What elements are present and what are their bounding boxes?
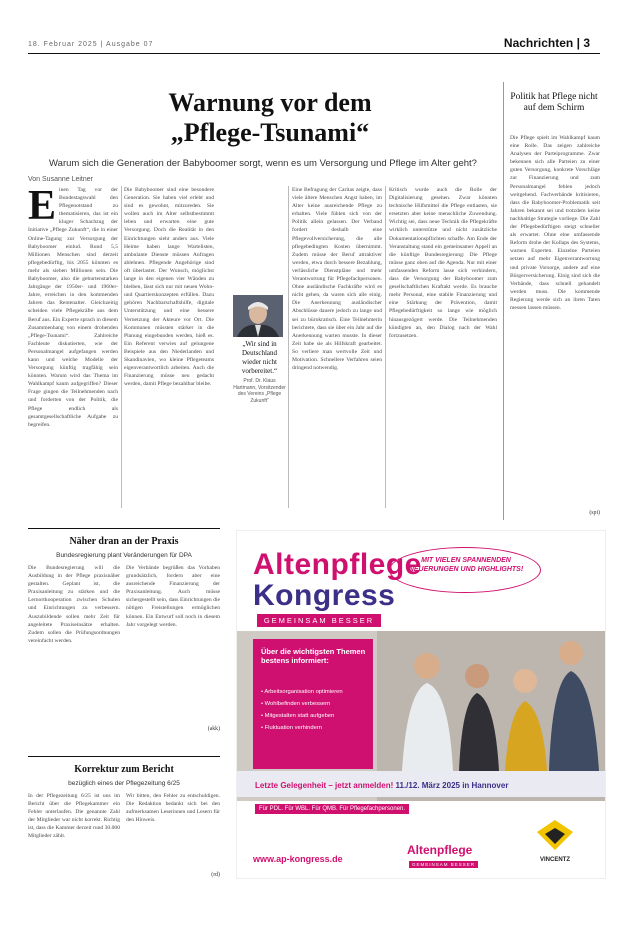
portrait-photo	[233, 295, 283, 337]
box-rule	[28, 528, 220, 529]
ad-target-audience: Für PDL. Für WBL. Für QMB. Für Pflegefachpersonen.	[255, 804, 409, 814]
box-rule	[28, 756, 220, 757]
ad-panel-heading: Über die wichtigsten Themen bestens informiert:	[261, 647, 366, 665]
article-column-1: E inen Tag vor der Bundestagswahl den Pflegenotstand zu thematisieren, das ist ein kluger Schachzug der Initiative „Pflege Zukunft“, die in einer Online-Tagung zur Versorgung der Babyboomer einlud. Rund 5,5 Millionen Menschen sind derzeit pflegebedürftig, bis 2055 könnten es mehr als sieben Millionen sein. Die Babyboomer, also die geburtenstarken Jahrgänge der 1950er- und 1960er-Jahre, erreichen in den kommenden Jahren das Rentenalter. Gleichzeitig scheiden viele Pflegekräfte aus dem Beruf aus. Ein Experte sprach in diesem Zusammenhang von einem drohenden „Pflege-Tsunami“. Zahlreiche Fachleute diskutierten, wie der Personalmangel aufgefangen werden kann und welche Modelle der Versorgung künftig tragfähig sein könnten. Warum wird das Thema im Wahlkampf kaum aufgegriffen? Dieser Frage gingen die Teilnehmenden nach und forderten von der Politik, die Pflege endlich als gesamtgesellschaftliche Aufgabe zu begreifen.	[28, 186, 118, 428]
portrait-image	[233, 295, 283, 337]
headline-line-1: Warnung vor dem	[168, 88, 372, 117]
article-subtitle: Warum sich die Generation der Babyboomer sorgt, wenn es um Versorgung und Pflege im Alter geht?	[49, 158, 477, 169]
box-title-korrektur: Korrektur zum Bericht	[74, 764, 174, 775]
sidebar-title: Politik hat Pflege nicht auf dem Schirm	[510, 92, 598, 113]
article-column-4: Kritisch wurde auch die Rolle der Digitalisierung gesehen. Zwar könnten technische Hilfsmittel die Pflege entlasten, sie ersetzten aber keine menschliche Zuwendung. Wichtig sei, dass neue Technik die Pflegekräfte wirklich unterstütze und nicht zusätzliche Dokumentationspflichten schaffe. Am Ende der Veranstaltung stand ein gemeinsamer Appell an die künftige Bundesregierung: Die Pflege müsse ganz oben auf die Agenda. Nur mit einer umfassenden Reform lasse sich verhindern, dass die Versorgung der Babyboomer zum gesellschaftlichen Kraftakt werde. Es brauche mehr Personal, eine stabile Finanzierung und eine Stärkung der Prävention, damit Pflegebedürftigkeit so lange wie möglich hinausgezögert werde. Die Teilnehmenden kündigten an, den Dialog nach der Wahl fortzusetzen.	[389, 187, 497, 339]
ad-bullet-item: • Arbeitsorganisation optimieren	[261, 689, 343, 695]
vincentz-logo	[535, 818, 575, 863]
byline: Von Susanne Leitner	[28, 176, 93, 183]
kongress-advertisement[interactable]	[236, 530, 606, 879]
article-column-3: Eine Befragung der Caritas zeigte, dass viele ältere Menschen Angst haben, im Alter keine ausreichende Pflege zu erhalten. Viele fühlen sich von der Politik allein gelassen. Der Verband fordert deshalb eine Pflegevollversicherung, die alle pflegebedingten Kosten übernimmt. Zudem müsse der Beruf attraktiver werden, etwa durch bessere Bezahlung, verlässliche Dienstpläne und mehr Verantwortung für Pflegefachpersonen. Ohne ausländische Fachkräfte wird es nicht gehen, da waren sich alle einig. Die Anerkennung ausländischer Abschlüsse dauere jedoch zu lange und sei zu bürokratisch. Eine Teilnehmerin berichtete, dass sie über ein Jahr auf die Anerkennung warten musste. In dieser Zeit habe sie als Hilfskraft gearbeitet. So verliere man wertvolle Zeit und Motivation. Schnellere Verfahren seien dringend notwendig.	[292, 187, 382, 372]
box-korrektur-author: (rd)	[211, 872, 220, 878]
drop-cap: E	[28, 186, 57, 229]
issue-date: 18. Februar 2025 | Ausgabe 07	[28, 41, 154, 48]
box-praxis-column-1: Die Bundesregierung will die Ausbildung in der Pflege praxisnäher gestalten. Geplant ist, die Praxisanleitung zu stärken und die Lernortkooperation zwischen Schulen und Einrichtungen zu verbessern. Auszubildende sollen mehr Zeit für angeleitete Praxiseinsätze erhalten. Zudem sollen die Prüfungsordnungen vereinfacht werden.	[28, 565, 120, 644]
pull-quote: „Wir sind in Deutschland wieder nicht vorbereitet.“	[241, 340, 278, 375]
box-praxis-author: (akk)	[207, 726, 220, 732]
box-subtitle-korrektur: bezüglich eines der Pflegezeitung 6/25	[68, 780, 180, 787]
box-praxis-column-2: Die Verbände begrüßen das Vorhaben grundsätzlich, fordern aber eine ausreichende Finanzierung der Praxisanleitung. Auch müsse sichergestellt sein, dass Einrichtungen die nötigen Freistellungen ermöglichen können. Ein Entwurf soll noch in diesem Jahr vorgelegt werden.	[126, 565, 220, 628]
article-column-2: Die Babyboomer sind eine besondere Generation. Sie haben viel erlebt und sind es gewohnt, mitzureden. Sie wollen auch im Alter selbstbestimmt leben und erwarten eine gute Versorgung. Doch die Realität in den Einrichtungen sieht anders aus. Viele Heime haben lange Wartelisten, ambulante Dienste müssen Anfragen ablehnen. Pflegende Angehörige sind oft überlastet. Der Wunsch, möglichst lange in den eigenen vier Wänden zu bleiben, lässt sich nur mit neuen Wohn- und Quartierskonzepten erfüllen. Dazu gehören Nachbarschaftshilfe, digitale Unterstützung und eine bessere Vernetzung der Akteure vor Ort. Die Kommunen müssten stärker in die Planung eingebunden werden, hieß es. Ein Referent verwies auf gelungene Beispiele aus den Niederlanden und Skandinavien, wo kleine Pflegeteams eigenverantwortlich arbeiten. Auch die Finanzierung müsse neu gedacht werden, damit Pflege bezahlbar bleibe.	[124, 187, 214, 388]
photo-caption: Prof. Dr. Klaus Hartmann, Vorsitzender des Vereins „Pflege Zukunft“	[233, 378, 286, 404]
sidebar-divider	[503, 82, 504, 520]
box-korrektur-column-1: In der Pflegezeitung 6/25 ist uns im Bericht über die Pflegekammer ein Fehler unterlaufen. Die genannte Zahl der Mitglieder war nicht korrekt. Richtig ist, dass die Kammer derzeit rund 30.000 Mitglieder zählt.	[28, 793, 120, 840]
ad-brand-logo: Altenpflege	[407, 843, 473, 857]
section-header: Nachrichten | 3	[503, 36, 590, 50]
ad-brand-tagline: GEMEINSAM BESSER	[409, 861, 478, 868]
ad-tagline: GEMEINSAM BESSER	[257, 614, 381, 627]
ad-bullet-item: • Mitgestalten statt aufgeben	[261, 713, 335, 719]
box-subtitle-praxis: Bundesregierung plant Veränderungen für DPA	[56, 552, 192, 559]
ad-registration-line: Letzte Gelegenheit – jetzt anmelden! 11./12. März 2025 in Hannover	[255, 781, 509, 790]
box-korrektur-column-2: Wir bitten, den Fehler zu entschuldigen. Die Redaktion bedankt sich bei den aufmerksamen Leserinnen und Lesern für den Hinweis.	[126, 793, 220, 824]
section-name: Nachrichten	[503, 36, 574, 50]
ad-highlight-text: MIT VIELEN SPANNENDEN NEUERUNGEN UND HIGHLIGHTS!	[408, 557, 524, 573]
header-rule	[28, 53, 600, 54]
ad-website-link[interactable]: www.ap-kongress.de	[253, 854, 343, 864]
publisher-name: VINCENTZ	[540, 857, 570, 863]
box-title-praxis: Näher dran an der Praxis	[69, 536, 179, 547]
ad-bullet-item: • Fluktuation verhindern	[261, 725, 322, 731]
column-divider	[121, 186, 122, 508]
ad-bullet-item: • Wohlbefinden verbessern	[261, 701, 331, 707]
sidebar-author: (spi)	[589, 510, 600, 516]
column-divider	[288, 186, 289, 508]
vincentz-logo-icon	[535, 818, 575, 852]
sidebar-text: Die Pflege spielt im Wahlkampf kaum eine Rolle. Das zeigen zahlreiche Analysen der Parteiprogramme. Zwar bekennen sich alle Parteien zu einer guten Versorgung, konkrete Vorschläge zur Finanzierung und zum Personalmangel fehlen jedoch weitgehend. Fachverbände kritisieren, dass die Babyboomer-Problematik seit Jahren bekannt sei und trotzdem keine nachhaltige Strategie vorliege. Die Zahl der Pflegebedürftigen steigt schneller als erwartet. Ohne eine umfassende Reform drohe der Kollaps des Systems, warnen Experten. Einzelne Parteien setzen auf mehr Eigenverantwortung und private Vorsorge, andere auf eine Bürgerversicherung. Einig sind sich die Verbände, dass schnell gehandelt werden muss. Die kommende Regierung werde sich an ihren Taten messen lassen müssen.	[510, 135, 600, 311]
column-divider	[385, 186, 386, 508]
page-number: 3	[583, 36, 590, 50]
headline-line-2: „Pflege-Tsunami“	[170, 118, 370, 147]
ad-info-panel	[253, 639, 373, 769]
ad-title: Altenpflege Kongress	[253, 548, 422, 612]
